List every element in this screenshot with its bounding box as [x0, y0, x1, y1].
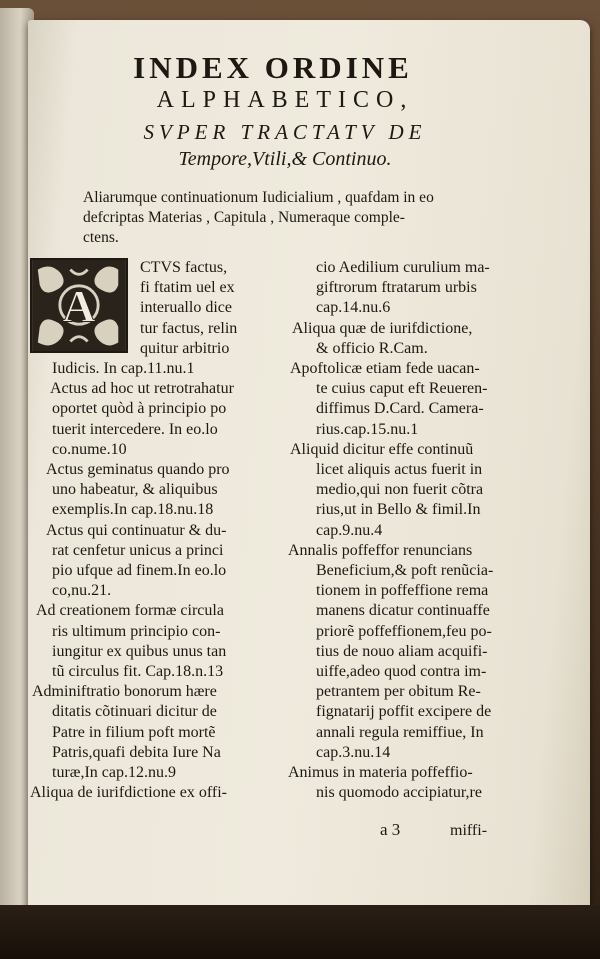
index-entry-line: priorẽ poffeffionem,feu po-: [316, 622, 492, 640]
page-bottom-shadow: [0, 905, 600, 959]
index-entry-line: tur factus, relin: [140, 319, 238, 337]
index-entry-line: quitur arbitrio: [140, 339, 230, 357]
index-entry-line: iungitur ex quibus unus tan: [52, 642, 227, 660]
index-entry-line: co,nu.21.: [52, 582, 112, 600]
index-entry-line: Patre in filium poft mortẽ: [52, 723, 216, 741]
index-entry-line: fi ftatim uel ex: [140, 279, 235, 297]
index-entry-line: uiffe,adeo quod contra im-: [316, 663, 487, 681]
index-entry-line: licet aliquis actus fuerit in: [316, 461, 483, 479]
index-entry-line: exemplis.In cap.18.nu.18: [52, 501, 214, 519]
index-entry-line: diffimus D.Card. Camera-: [316, 400, 484, 418]
intro-text: [83, 188, 513, 248]
catchword: miffi-: [450, 822, 488, 839]
right-column: [288, 258, 528, 803]
index-entry-line: annali regula remiffiue, In: [316, 723, 484, 741]
index-entry-line: Actus qui continuatur & du-: [46, 521, 227, 539]
index-entry-line: te cuius caput eft Reueren-: [316, 380, 488, 398]
index-entry-line: Aliqua quæ de iurifdictione,: [292, 319, 473, 337]
index-entry-line: Actus ad hoc ut retrotrahatur: [50, 380, 234, 398]
index-entry-line: nis quomodo accipiatur,re: [316, 784, 482, 802]
index-entry-line: tuerit intercedere. In eo.lo: [52, 420, 218, 438]
index-entry-line: Beneficium,& poft renũcia-: [316, 562, 494, 580]
index-entry-line: rat cenfetur unicus a princi: [52, 541, 224, 559]
index-entry-line: tius de nouo aliam acquifi-: [316, 642, 488, 660]
index-entry-line: cio Aedilium curulium ma-: [316, 259, 490, 276]
index-entry-line: Annalis poffeffor renuncians: [288, 541, 473, 559]
treatise-subtitle: Tempore,Vtili,& Continuo.: [178, 148, 392, 170]
intro-line: Aliarumque continuationum Iudicialium , quafdam in eo: [83, 189, 434, 206]
index-entry-line: cap.9.nu.4: [316, 521, 383, 539]
index-entry-line: cap.3.nu.14: [316, 743, 391, 761]
index-title: INDEX ORDINE: [133, 50, 413, 85]
index-entry-line: manens dicatur continuaffe: [316, 602, 490, 620]
index-entry-line: uno habeatur, & aliquibus: [52, 481, 218, 499]
index-entry-line: Ad creationem formæ circula: [36, 602, 224, 620]
index-entry-line: & officio R.Cam.: [316, 339, 428, 357]
treatise-title: SVPER TRACTATV DE: [143, 120, 427, 144]
index-subtitle: ALPHABETICO,: [156, 87, 414, 113]
index-entry-line: giftrorum ftratarum urbis: [316, 279, 477, 297]
index-entry-line: Aliquid dicitur effe continuũ: [290, 440, 474, 458]
index-entry-line: Apoftolicæ etiam fede uacan-: [290, 360, 480, 378]
index-entry-line: interuallo dice: [140, 299, 232, 317]
index-entry-line: ris ultimum principio con-: [52, 622, 221, 640]
index-entry-line: Adminiftratio bonorum hære: [32, 683, 217, 701]
index-entry-line: turæ,In cap.12.nu.9: [52, 764, 176, 782]
signature-mark: a 3: [380, 820, 401, 839]
index-entry-line: tionem in poffeffione rema: [316, 582, 489, 600]
index-entry-line: Patris,quafi debita Iure Na: [52, 743, 221, 761]
index-entry-line: oportet quòd à principio po: [52, 400, 227, 418]
intro-line: defcriptas Materias , Capitula , Numeraque comple-: [83, 209, 405, 226]
index-entry-line: rius.cap.15.nu.1: [316, 420, 419, 438]
index-entry-line: petrantem per obitum Re-: [316, 683, 481, 701]
index-entry-line: CTVS factus,: [140, 259, 228, 276]
index-entry-line: cap.14.nu.6: [316, 299, 391, 317]
index-entry-line: tũ circulus fit. Cap.18.n.13: [52, 663, 224, 681]
index-entry-line: rius,ut in Bello & fimil.In: [316, 501, 481, 519]
intro-line: ctens.: [83, 229, 119, 246]
index-entry-line: pio ufque ad finem.In eo.lo: [52, 562, 227, 580]
initial-letter: A: [62, 280, 96, 332]
index-entry-line: co.nume.10: [52, 440, 127, 458]
index-entry-line: Iudicis. In cap.11.nu.1: [52, 360, 195, 378]
index-entry-line: Aliqua de iurifdictione ex offi-: [30, 784, 227, 802]
index-entry-line: fignatarij poffit excipere de: [316, 703, 492, 721]
index-entry-line: Actus geminatus quando pro: [46, 461, 230, 479]
index-entry-line: medio,qui non fuerit cõtra: [316, 481, 484, 499]
index-entry-line: ditatis cõtinuari dicitur de: [52, 703, 217, 721]
index-entry-line: Animus in materia poffeffio-: [288, 764, 473, 782]
left-column: [30, 258, 288, 803]
